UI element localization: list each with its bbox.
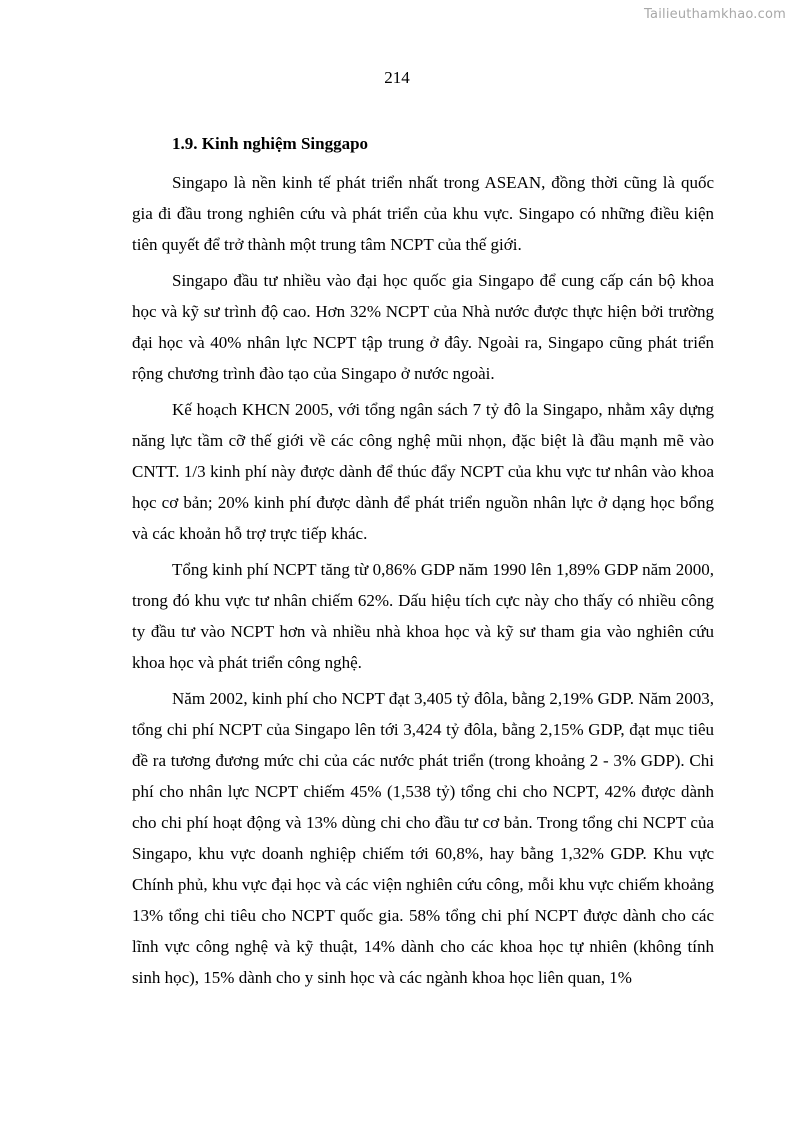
paragraph-5: Năm 2002, kinh phí cho NCPT đạt 3,405 tỷ đôla, bằng 2,19% GDP. Năm 2003, tổng chi phí NCPT của Singapo lên tới 3,424 tỷ đôla, bằng 2,15% GDP, đạt mục tiêu đề ra tương đương mức chi của các nước phát triển (trong khoảng 2 - 3% GDP). Chi phí cho nhân lực NCPT chiếm 45% (1,538 tỷ) tổng chi cho NCPT, 42% được dành cho chi phí hoạt động và 13% dùng chi cho đầu tư cơ bản. Trong tổng chi NCPT của Singapo, khu vực doanh nghiệp chiếm tới 60,8%, hay bằng 1,32% GDP. Khu vực Chính phủ, khu vực đại học và các viện nghiên cứu công, mỗi khu vực chiếm khoảng 13% tổng chi tiêu cho NCPT quốc gia. 58% tổng chi phí NCPT được dành cho các lĩnh vực công nghệ và kỹ thuật, 14% dành cho các khoa học tự nhiên (không tính sinh học), 15% dành cho y sinh học và các ngành khoa học liên quan, 1% bbox=[132, 689, 714, 987]
page-number: 214 bbox=[384, 68, 410, 87]
document-body bbox=[132, 128, 714, 998]
paragraph-1: Singapo là nền kinh tế phát triển nhất trong ASEAN, đồng thời cũng là quốc gia đi đầu trong nghiên cứu và phát triển của khu vực. Singapo có những điều kiện tiên quyết để trở thành một trung tâm NCPT của thế giới. bbox=[132, 173, 714, 254]
section-heading: 1.9. Kinh nghiệm Singgapo bbox=[172, 134, 369, 153]
paragraph-3: Kế hoạch KHCN 2005, với tổng ngân sách 7 tỷ đô la Singapo, nhằm xây dựng năng lực tầm cỡ thế giới về các công nghệ mũi nhọn, đặc biệt là đầu mạnh mẽ vào CNTT. 1/3 kinh phí này được dành để thúc đẩy NCPT của khu vực tư nhân vào khoa học cơ bản; 20% kinh phí được dành để phát triển nguồn nhân lực ở dạng học bổng và các khoản hỗ trợ trực tiếp khác. bbox=[132, 400, 714, 543]
paragraph-4: Tổng kinh phí NCPT tăng từ 0,86% GDP năm 1990 lên 1,89% GDP năm 2000, trong đó khu vực tư nhân chiếm 62%. Dấu hiệu tích cực này cho thấy có nhiều công ty đầu tư vào NCPT hơn và nhiều nhà khoa học và kỹ sư tham gia vào nghiên cứu khoa học và phát triển công nghệ. bbox=[132, 560, 714, 672]
watermark-text: Tailieuthamkhao.com bbox=[644, 7, 786, 22]
paragraph-2: Singapo đầu tư nhiều vào đại học quốc gia Singapo để cung cấp cán bộ khoa học và kỹ sư trình độ cao. Hơn 32% NCPT của Nhà nước được thực hiện bởi trường đại học và 40% nhân lực NCPT tập trung ở đây. Ngoài ra, Singapo cũng phát triển rộng chương trình đào tạo của Singapo ở nước ngoài. bbox=[132, 271, 714, 383]
